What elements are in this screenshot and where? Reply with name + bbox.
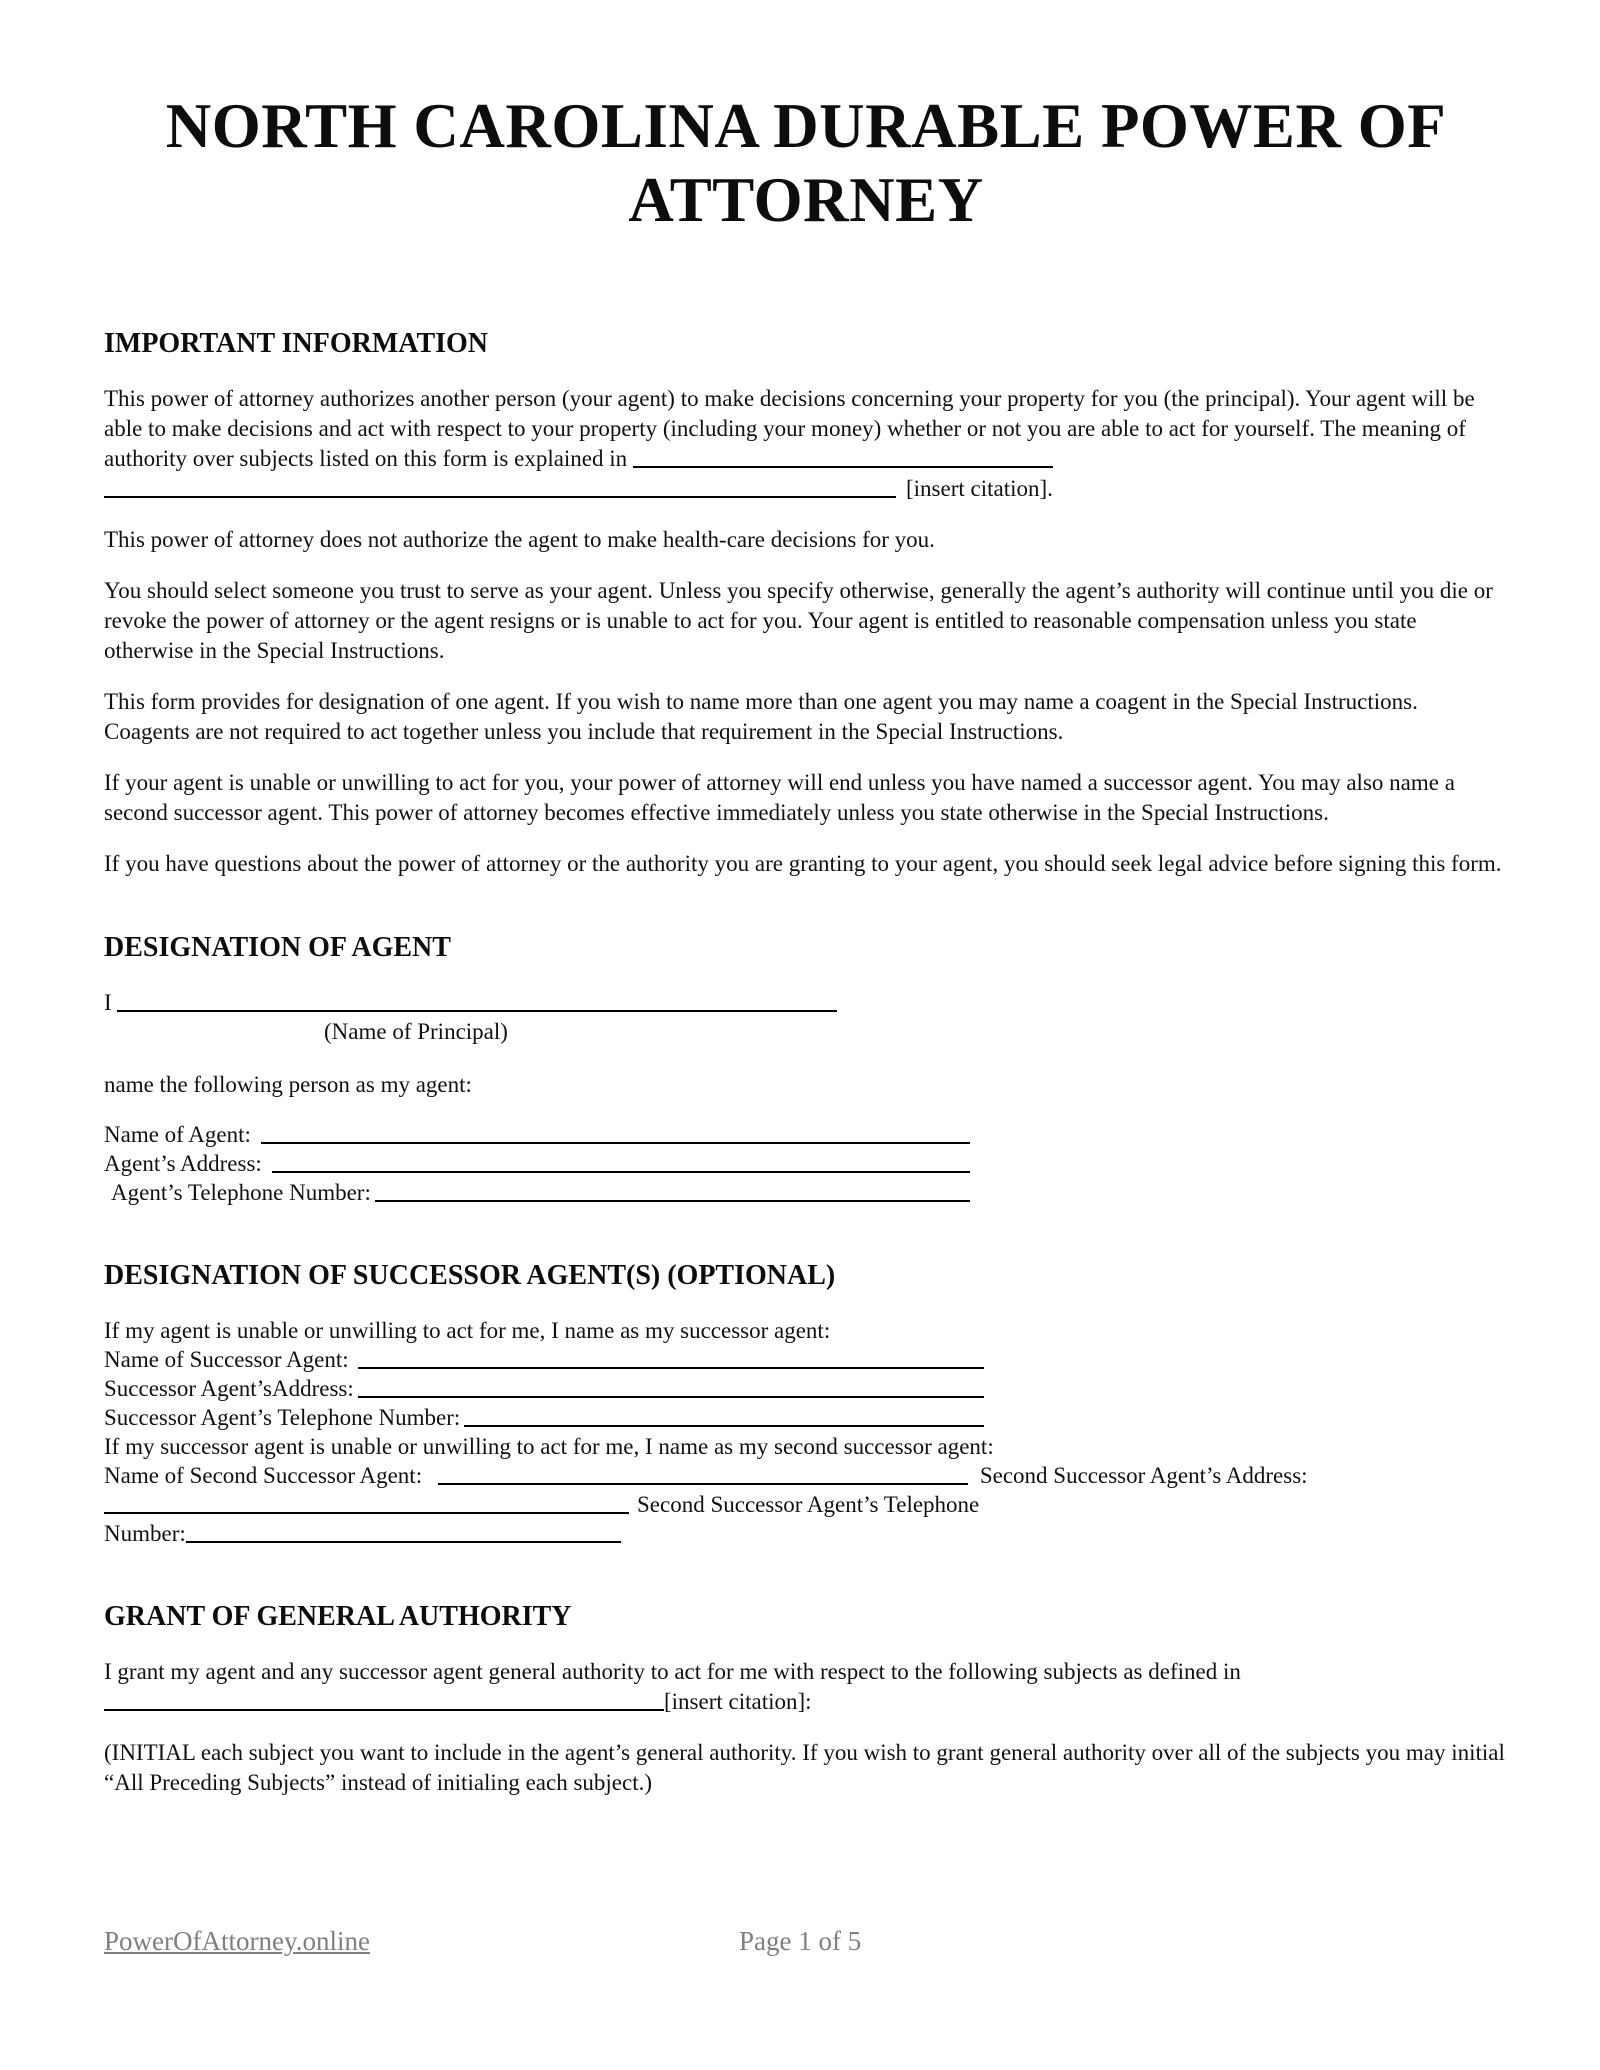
paragraph-successor: If your agent is unable or unwilling to act for you, your power of attorney will end unless you have named a successor agent. You may also name a second successor agent. This power of attorney becomes effective immediately unless you state otherwise in the Special Instructions. bbox=[104, 770, 1455, 826]
agent-intro-line: name the following person as my agent: bbox=[104, 1072, 472, 1098]
blank-line-agent-name bbox=[261, 1142, 970, 1144]
blank-line-second-successor-telephone bbox=[186, 1541, 621, 1543]
insert-citation-label: [insert citation]. bbox=[906, 476, 1053, 502]
blank-line-successor-name bbox=[358, 1367, 984, 1369]
successor-name-label: Name of Successor Agent: bbox=[104, 1347, 355, 1373]
second-successor-number-line bbox=[104, 1519, 1508, 1548]
successor-intro-line: If my agent is unable or unwilling to act for me, I name as my successor agent: bbox=[104, 1318, 831, 1344]
second-successor-name-line bbox=[104, 1461, 1508, 1490]
second-successor-intro-line: If my successor agent is unable or unwilling to act for me, I name as my second successor agent: bbox=[104, 1434, 994, 1460]
agent-telephone-row bbox=[104, 1178, 970, 1207]
blank-line-citation-2 bbox=[104, 496, 896, 498]
agent-name-row bbox=[104, 1120, 970, 1149]
second-successor-number-label: Number: bbox=[104, 1521, 186, 1547]
paragraph-healthcare: This power of attorney does not authorize the agent to make health-care decisions for you. bbox=[104, 527, 935, 553]
paragraph-authorizes bbox=[104, 384, 1508, 504]
successor-name-row bbox=[104, 1345, 984, 1374]
successor-block bbox=[104, 1316, 1508, 1548]
successor-address-row bbox=[104, 1374, 984, 1403]
blank-line-grant-citation bbox=[104, 1709, 664, 1711]
section-heading-designation-of-successor-agent: DESIGNATION OF SUCCESSOR AGENT(S) (OPTIONAL) bbox=[104, 1260, 836, 1292]
second-successor-telephone-label: Second Successor Agent’s Telephone bbox=[637, 1492, 980, 1518]
section-heading-grant-of-general-authority: GRANT OF GENERAL AUTHORITY bbox=[104, 1601, 572, 1633]
second-successor-address-line bbox=[104, 1490, 1508, 1519]
blank-line-citation-1 bbox=[633, 466, 1053, 468]
blank-line-agent-address bbox=[272, 1171, 970, 1173]
section-heading-important-information: IMPORTANT INFORMATION bbox=[104, 328, 489, 360]
grant-paragraph bbox=[104, 1657, 1508, 1717]
principal-name-line bbox=[104, 988, 1508, 1017]
blank-line-successor-telephone bbox=[464, 1425, 984, 1427]
blank-line-successor-address bbox=[358, 1396, 984, 1398]
successor-telephone-label: Successor Agent’s Telephone Number: bbox=[104, 1405, 461, 1431]
blank-line-second-successor-name bbox=[438, 1483, 968, 1485]
paragraph-legal-advice: If you have questions about the power of attorney or the authority you are granting to your agent, you should seek legal advice before signing this form. bbox=[104, 851, 1502, 877]
grant-insert-citation-label: [insert citation]: bbox=[664, 1689, 812, 1715]
paragraph-select-agent: You should select someone you trust to serve as your agent. Unless you specify otherwise, generally the agent’s authority will continue until you die or revoke the power of attorney or the agent resigns or is unable to act for you. Your agent is entitled to reasonable compensation unless you state otherwise in the Special Instructions. bbox=[104, 578, 1493, 664]
paragraph-coagents: This form provides for designation of one agent. If you wish to name more than one agent you may name a coagent in the Special Instructions. Coagents are not required to act together unless you include that requirement in the Special Instructions. bbox=[104, 689, 1418, 745]
agent-fields bbox=[104, 1120, 1508, 1207]
agent-address-row bbox=[104, 1149, 970, 1178]
blank-line-agent-telephone bbox=[375, 1200, 970, 1202]
document-title: NORTH CAROLINA DURABLE POWER OF ATTORNEY bbox=[165, 91, 1447, 235]
blank-line-second-successor-address bbox=[104, 1512, 629, 1514]
agent-name-label: Name of Agent: bbox=[104, 1122, 257, 1148]
successor-address-label: Successor Agent’sAddress: bbox=[104, 1376, 354, 1402]
successor-telephone-row bbox=[104, 1403, 984, 1432]
second-successor-address-label: Second Successor Agent’s Address: bbox=[979, 1463, 1308, 1489]
principal-name-caption: (Name of Principal) bbox=[324, 1019, 508, 1045]
initial-instructions-paragraph: (INITIAL each subject you want to include in the agent’s general authority. If you wish to grant general authority over all of the subjects you may initial “All Preceding Subjects” instead of initialing each subject.) bbox=[104, 1740, 1505, 1796]
footer-link[interactable]: PowerOfAttorney.online bbox=[104, 1926, 370, 1956]
page-number: Page 1 of 5 bbox=[739, 1926, 862, 1956]
agent-address-label: Agent’s Address: bbox=[104, 1151, 268, 1177]
blank-line-principal-name bbox=[117, 1010, 837, 1012]
second-successor-name-label: Name of Second Successor Agent: bbox=[104, 1463, 428, 1489]
paragraph-authorizes-text: This power of attorney authorizes another person (your agent) to make decisions concerning your property for you (the principal). Your agent will be able to make decisions and act with respect to your property (including your money) whether or not you are able to act for yourself. The meaning of authority over subjects listed on this form is explained in bbox=[104, 386, 1475, 472]
agent-telephone-label: Agent’s Telephone Number: bbox=[111, 1180, 371, 1206]
principal-prefix: I bbox=[104, 990, 118, 1016]
grant-paragraph-text: I grant my agent and any successor agent general authority to act for me with respect to the following subjects as defined in bbox=[104, 1659, 1241, 1685]
section-heading-designation-of-agent: DESIGNATION OF AGENT bbox=[104, 932, 451, 964]
